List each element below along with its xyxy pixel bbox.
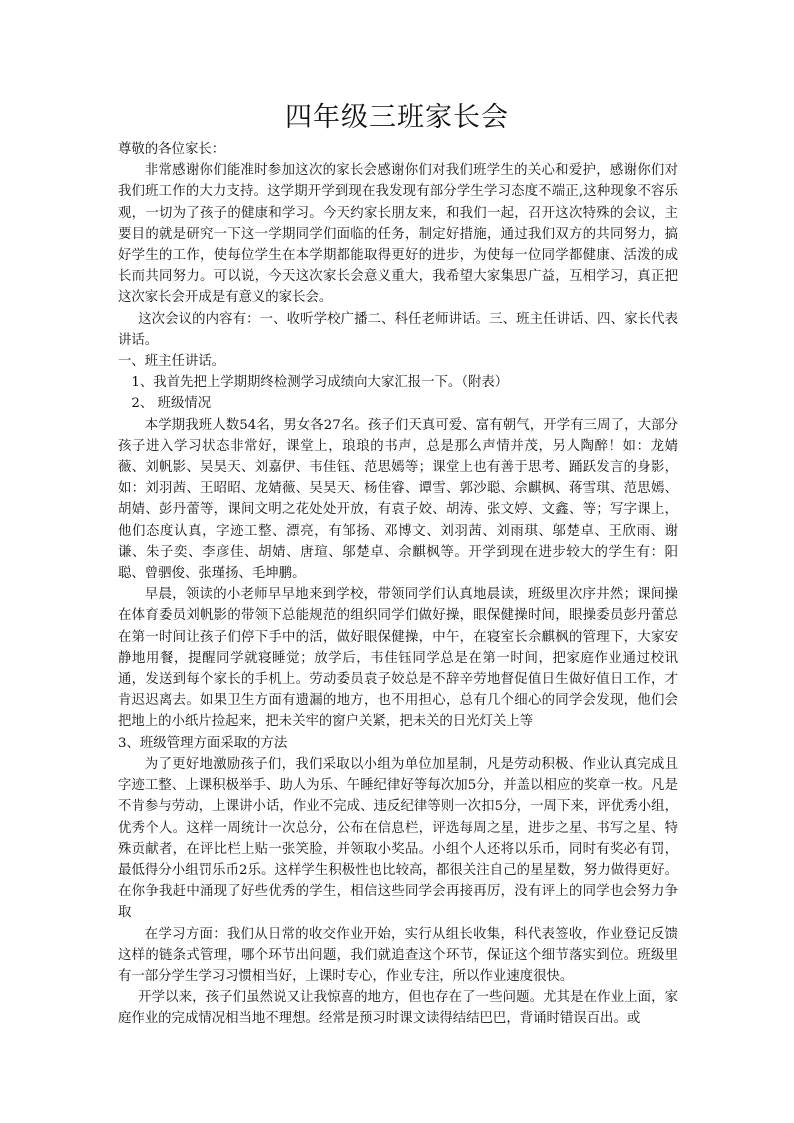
paragraph: 这次会议的内容有：一、收听学校广播二、科任老师讲话。三、班主任讲话、四、家长代表讲话。 — [118, 311, 678, 348]
document-body — [118, 139, 678, 1030]
paragraph: 开学以来，孩子们虽然说又让我惊喜的地方，但也存在了一些问题。尤其是在作业上面，家庭作业的完成情况相当地不理想。经常是预习时课文读得结结巴巴，背诵时错误百出。或 — [118, 990, 678, 1027]
document-title: 四年级三班家长会 — [285, 102, 509, 133]
paragraph: 1、我首先把上学期期终检测学习成绩向大家汇报一下。（附表） — [131, 375, 509, 391]
paragraph: 一、班主任讲话。 — [118, 354, 226, 370]
paragraph: 尊敬的各位家长： — [118, 142, 226, 157]
paragraph: 为了更好地激励孩子们，我们采取以小组为单位加星制，凡是劳动积极、作业认真完成且字迹工整、上课积极举手、助人为乐、午睡纪律好等每次加5分，并盖以相应的奖章一枚。凡是不肯参与劳动，上课讲小话，作业不完成、违反纪律等则一次扣5分，一周下来，评优秀小组，优秀个人。这样一周统计一次总分，公布在信息栏，评选每周之星，进步之星、书写之星、特殊贡献者，在评比栏上贴一张笑脸，并领取小奖品。小组个人还将以乐币，同时有奖必有罚，最低得分小组罚乐币2乐。这样学生积极性也比较高，都很关注自己的星星数，努力做得更好。在你争我赶中涌现了好些优秀的学生，相信这些同学会再接再厉，没有评上的同学也会努力争取 — [118, 756, 678, 921]
paragraph: 本学期我班人数54名，男女各27名。孩子们天真可爱、富有朝气，开学有三周了，大部分孩子进入学习状态非常好，课堂上，琅琅的书声，总是那么声情并茂，另人陶醉！如：龙婧薇、刘帆影、吴昊天、刘嘉伊、韦佳钰、范思嫣等；课堂上也有善于思考、踊跃发言的身影，如：刘羽茜、王昭昭、龙婧薇、吴昊天、杨佳睿、谭雪、郭沙聪、佘麒枫、蒋雪琪、范思嫣、胡婧、彭丹蕾等，课间文明之花处处开放，有袁子姣、胡涛、张文婷、文鑫、等；写字课上，他们态度认真，字迹工整、漂亮，有邹扬、邓博文、刘羽茜、刘雨琪、邬楚卓、王欣雨、谢谦、朱子奕、李彦佳、胡婧、唐瑄、邬楚卓、佘麒枫等。开学到现在进步较大的学生有：阳聪、曾驷俊、张瑾扬、毛坤鹏。 — [118, 417, 678, 582]
paragraph: 2、 班级情况 — [131, 396, 212, 412]
paragraph: 3、班级管理方面采取的方法 — [118, 735, 288, 751]
paragraph: 早晨，领读的小老师早早地来到学校，带领同学们认真地晨读，班级里次序井然；课间操在体育委员刘帆影的带领下总能规范的组织同学们做好操，眼保健操时间，眼操委员彭丹蕾总在第一时间让孩子们停下手中的活，做好眼保健操，中午，在寝室长佘麒枫的管理下，大家安静地用餐，提醒同学就寝睡觉；放学后，韦佳钰同学总是在第一时间，把家庭作业通过校讯通，发送到每个家长的手机上。劳动委员袁子姣总是不辞辛劳地督促值日生做好值日工作，才肯迟迟离去。如果卫生方面有遗漏的地方，也不用担心，总有几个细心的同学会发现，他们会把地上的小纸片捡起来，把未关牢的窗户关紧，把未关的日光灯关上等 — [118, 587, 678, 730]
paragraph: 在学习方面：我们从日常的收交作业开始，实行从组长收集，科代表签收，作业登记反馈这样的链条式管理，哪个环节出问题，我们就追查这个环节，保证这个细节落实到位。班级里有一部分学生学习习惯相当好，上课时专心，作业专注，所以作业速度很快。 — [118, 926, 678, 984]
paragraph: 非常感谢你们能准时参加这次的家长会感谢你们对我们班学生的关心和爱护，感谢你们对我们班工作的大力支持。这学期开学到现在我发现有部分学生学习态度不端正,这种现象不容乐观，一切为了孩子的健康和学习。今天约家长朋友来，和我们一起，召开这次特殊的会议，主要目的就是研究一下这一学期同学们面临的任务，制定好措施，通过我们双方的共同努力，搞好学生的工作，使每位学生在本学期都能取得更好的进步，为使每一位同学都健康、活泼的成长而共同努力。可以说，今天这次家长会意义重大，我希望大家集思广益，互相学习，真正把这次家长会开成是有意义的家长会。 — [118, 163, 678, 306]
